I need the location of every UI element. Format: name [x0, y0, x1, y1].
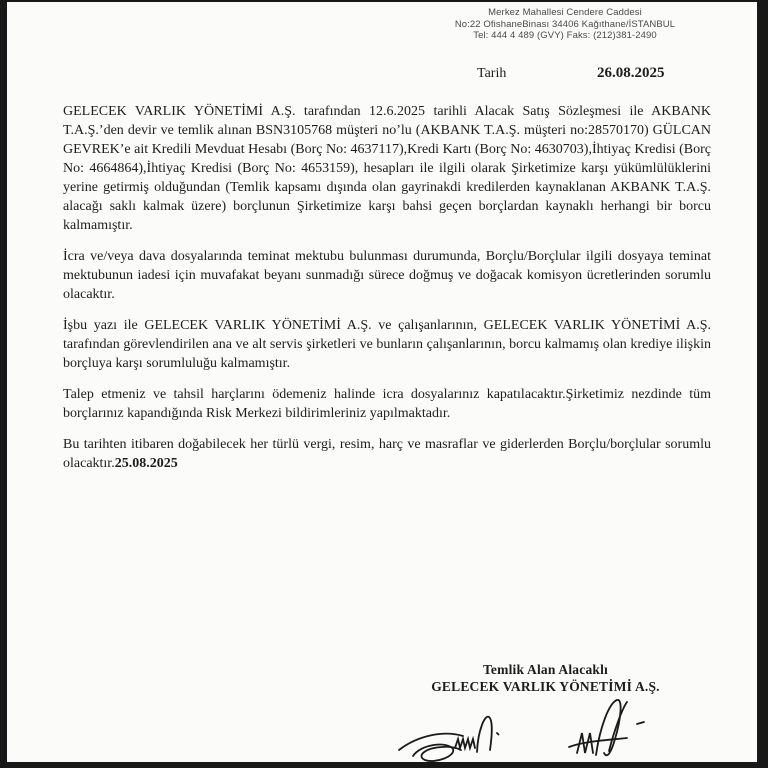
signature-block	[403, 661, 688, 695]
body-paragraph: İcra ve/veya dava dosyalarında teminat mektubu bulunması durumunda, Borçlu/Borçlular ilgili dosyaya teminat mektubunun iadesi için muvafakat beyanı sunmadığı sürece doğmuş ve doğacak komisyon ücretlerinden sorumlu olacaktır.	[63, 249, 711, 302]
scan-frame-right	[757, 0, 768, 768]
body-paragraph: İşbu yazı ile GELECEK VARLIK YÖNETİMİ A.Ş. ve çalışanlarının, GELECEK VARLIK YÖNETİMİ A.Ş. tarafından görevlendirilen ana ve alt servis şirketleri ve bunların çalışanlarının, borcu kalmamış olan krediye ilişkin borçluya karşı sorumluluğu kalmamıştır.	[63, 318, 711, 371]
signature-role-title: Temlik Alan Alacaklı	[482, 662, 609, 677]
signature-right-icon	[563, 693, 655, 765]
signature-company-name: GELECEK VARLIK YÖNETİMİ A.Ş.	[431, 679, 660, 694]
letterhead-line-street: Merkez Mahallesi Cendere Caddesi	[488, 7, 642, 18]
letterhead-line-phone: Tel: 444 4 489 (GVY) Faks: (212)381-2490	[473, 30, 657, 41]
letterhead-line-city: No:22 OfishaneBinası 34406 Kağıthane/İSTANBUL	[454, 18, 676, 30]
body-paragraphs	[63, 102, 711, 485]
signature-left-icon	[395, 706, 520, 768]
body-paragraph: Bu tarihten itibaren doğabilecek her türlü vergi, resim, harç ve masraflar ve giderlerden Borçlu/borçlular sorumlu olacaktır.25.08.2025	[63, 437, 711, 471]
scan-frame-left	[0, 0, 7, 768]
body-paragraph: GELECEK VARLIK YÖNETİMİ A.Ş. tarafından 12.6.2025 tarihli Alacak Satış Sözleşmesi ile AKBANK T.A.Ş.’den devir ve temlik alınan BSN3105768 müşteri no’lu (AKBANK T.A.Ş. müşteri no:28570170) GÜLCAN GEVREK’e ait Kredili Mevduat Hesabı (Borç No: 4637117),Kredi Kartı (Borç No: 4630703),İhtiyaç Kredisi (Borç No: 4664864),İhtiyaç Kredisi (Borç No: 4653159), hesapları ile ilgili olarak Şirketimize karşı yükümlülüklerini yerine getirmiş olduğundan (Temlik kapsamı dışında olan gayrinakdi kredilerden kaynaklanan AKBANK T.A.Ş. alacağı saklı kalmak üzere) borçlunun Şirketimize karşı bahsi geçen borçlardan kaynaklı herhangi bir borcu kalmamıştır.	[63, 104, 711, 233]
bold-date: 25.08.2025	[114, 456, 178, 471]
body-paragraph: Talep etmeniz ve tahsil harçlarını ödemeniz halinde icra dosyalarınız kapatılacaktır.Şirketimiz nezdinde tüm borçlarınız kapandığında Risk Merkezi bildirimleriniz yapılmaktadır.	[63, 387, 711, 421]
scan-frame-top	[0, 0, 768, 2]
date-label: Tarih	[477, 66, 507, 81]
date-value: 26.08.2025	[597, 65, 665, 81]
letterhead-address	[380, 7, 750, 42]
